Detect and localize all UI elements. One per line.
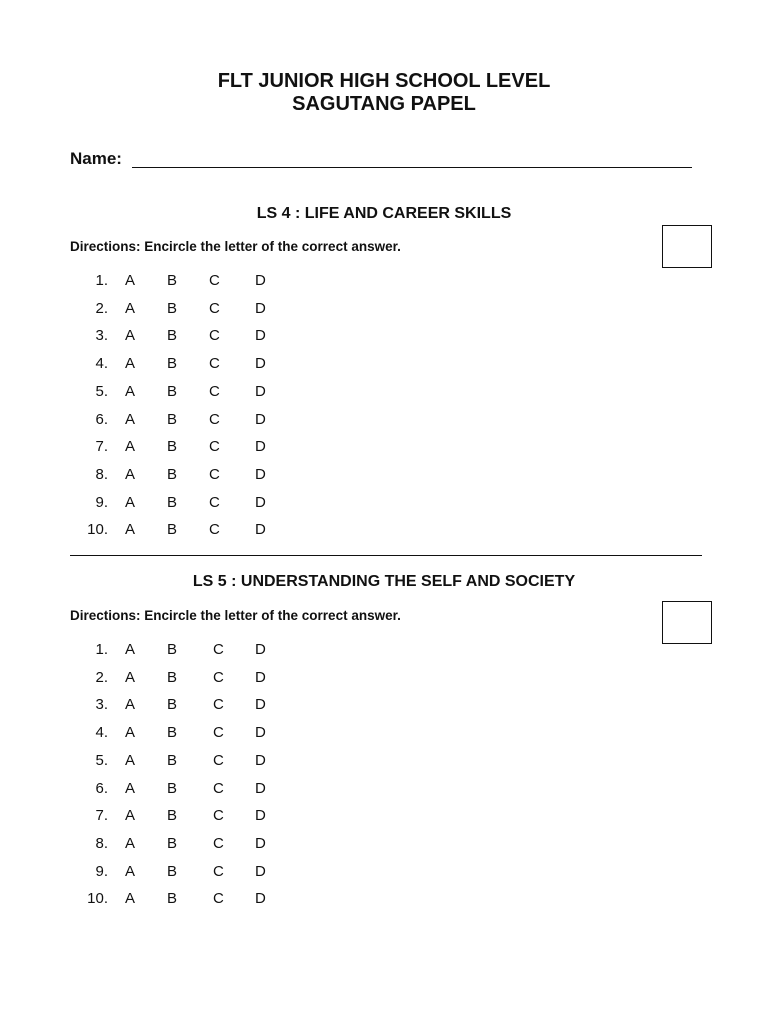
answer-row [0,641,300,661]
choice-d[interactable]: D [255,668,266,686]
choice-d[interactable]: D [255,862,266,880]
choice-a[interactable]: A [125,724,136,742]
choice-d[interactable]: D [255,299,266,317]
choice-a[interactable]: A [125,696,136,714]
section-directions-ls5: Directions: Encircle the letter of the correct answer. [70,608,401,623]
question-number: 7. [95,807,108,825]
choice-c[interactable]: C [209,272,220,289]
answer-row [0,835,300,855]
choice-d[interactable]: D [255,779,266,797]
question-number: 1. [95,272,108,289]
section-title-ls5: LS 5 : UNDERSTANDING THE SELF AND SOCIETY [192,573,576,590]
choice-b[interactable]: B [167,438,178,456]
choice-b[interactable]: B [167,327,178,345]
answer-row [0,696,300,716]
choice-d[interactable]: D [255,834,266,852]
section-title-ls4: LS 4 : LIFE AND CAREER SKILLS [256,205,512,222]
question-number: 4. [95,355,108,373]
section-divider [70,555,702,556]
choice-c[interactable]: C [213,696,224,714]
choice-a[interactable]: A [125,410,136,428]
choice-a[interactable]: A [125,438,136,456]
name-label: Name: [70,149,122,168]
choice-b[interactable]: B [167,807,178,825]
choice-c[interactable]: C [213,668,224,686]
answer-row [0,300,300,320]
question-number: 6. [95,410,108,428]
choice-c[interactable]: C [213,751,224,769]
choice-c[interactable]: C [209,410,220,428]
answer-row [0,466,300,486]
choice-d[interactable]: D [255,724,266,742]
choice-b[interactable]: B [167,410,178,428]
score-box-ls4[interactable] [662,225,712,268]
document-title-line2: SAGUTANG PAPEL [292,93,476,115]
choice-b[interactable]: B [167,521,178,539]
choice-d[interactable]: D [255,696,266,714]
choice-a[interactable]: A [125,382,136,400]
choice-c[interactable]: C [209,521,220,539]
choice-d[interactable]: D [255,493,266,511]
score-box-ls5[interactable] [662,601,712,644]
question-number: 4. [95,724,108,742]
question-number: 3. [95,327,108,345]
choice-d[interactable]: D [255,641,266,658]
answer-row [0,327,300,347]
choice-a[interactable]: A [125,751,136,769]
answer-row [0,411,300,431]
choice-b[interactable]: B [167,779,178,797]
document-title-line1: FLT JUNIOR HIGH SCHOOL LEVEL [217,70,551,92]
choice-c[interactable]: C [209,355,220,373]
choice-c[interactable]: C [213,641,224,658]
question-number: 5. [95,751,108,769]
choice-c[interactable]: C [209,493,220,511]
choice-d[interactable]: D [255,355,266,373]
answer-row [0,383,300,403]
choice-d[interactable]: D [255,807,266,825]
choice-a[interactable]: A [125,641,136,658]
choice-c[interactable]: C [213,779,224,797]
answer-row [0,521,300,541]
choice-a[interactable]: A [125,465,136,483]
choice-b[interactable]: B [167,355,178,373]
question-number: 9. [95,862,108,880]
choice-d[interactable]: D [255,751,266,769]
answer-row [0,863,300,883]
choice-d[interactable]: D [255,272,266,289]
choice-a[interactable]: A [125,668,136,686]
choice-c[interactable]: C [209,299,220,317]
question-number: 8. [95,834,108,852]
choice-a[interactable]: A [125,327,136,345]
question-number: 7. [95,438,108,456]
answer-row [0,272,300,292]
choice-a[interactable]: A [125,890,136,908]
choice-c[interactable]: C [209,382,220,400]
answer-row [0,780,300,800]
answer-row [0,438,300,458]
question-number: 9. [95,493,108,511]
choice-c[interactable]: C [213,807,224,825]
choice-d[interactable]: D [255,410,266,428]
choice-d[interactable]: D [255,465,266,483]
choice-b[interactable]: B [167,493,178,511]
choice-b[interactable]: B [167,272,178,289]
choice-c[interactable]: C [213,834,224,852]
choice-a[interactable]: A [125,299,136,317]
choice-b[interactable]: B [167,696,178,714]
answer-row [0,724,300,744]
question-number: 8. [95,465,108,483]
choice-b[interactable]: B [167,724,178,742]
choice-b[interactable]: B [167,751,178,769]
choice-d[interactable]: D [255,890,266,908]
choice-a[interactable]: A [125,493,136,511]
choice-b[interactable]: B [167,465,178,483]
choice-a[interactable]: A [125,862,136,880]
choice-b[interactable]: B [167,668,178,686]
choice-a[interactable]: A [125,834,136,852]
answer-row [0,669,300,689]
answer-row [0,494,300,514]
choice-d[interactable]: D [255,521,266,539]
choice-a[interactable]: A [125,355,136,373]
answer-row [0,752,300,772]
choice-b[interactable]: B [167,382,178,400]
question-number: 5. [95,382,108,400]
question-number: 10. [87,521,108,539]
section-directions-ls4: Directions: Encircle the letter of the correct answer. [70,239,401,254]
choice-b[interactable]: B [167,299,178,317]
name-field-line[interactable] [132,167,692,168]
choice-d[interactable]: D [255,327,266,345]
question-number: 3. [95,696,108,714]
answer-row [0,890,300,910]
question-number: 2. [95,299,108,317]
choice-a[interactable]: A [125,779,136,797]
choice-a[interactable]: A [125,807,136,825]
choice-b[interactable]: B [167,890,178,908]
choice-c[interactable]: C [209,438,220,456]
question-number: 1. [95,641,108,658]
answer-row [0,355,300,375]
question-number: 6. [95,779,108,797]
question-number: 2. [95,668,108,686]
choice-b[interactable]: B [167,834,178,852]
choice-c[interactable]: C [209,327,220,345]
choice-c[interactable]: C [209,465,220,483]
choice-d[interactable]: D [255,382,266,400]
choice-c[interactable]: C [213,890,224,908]
choice-a[interactable]: A [125,272,136,289]
question-number: 10. [87,890,108,908]
choice-c[interactable]: C [213,862,224,880]
choice-c[interactable]: C [213,724,224,742]
choice-d[interactable]: D [255,438,266,456]
answer-row [0,807,300,827]
choice-a[interactable]: A [125,521,136,539]
choice-b[interactable]: B [167,862,178,880]
choice-b[interactable]: B [167,641,178,658]
